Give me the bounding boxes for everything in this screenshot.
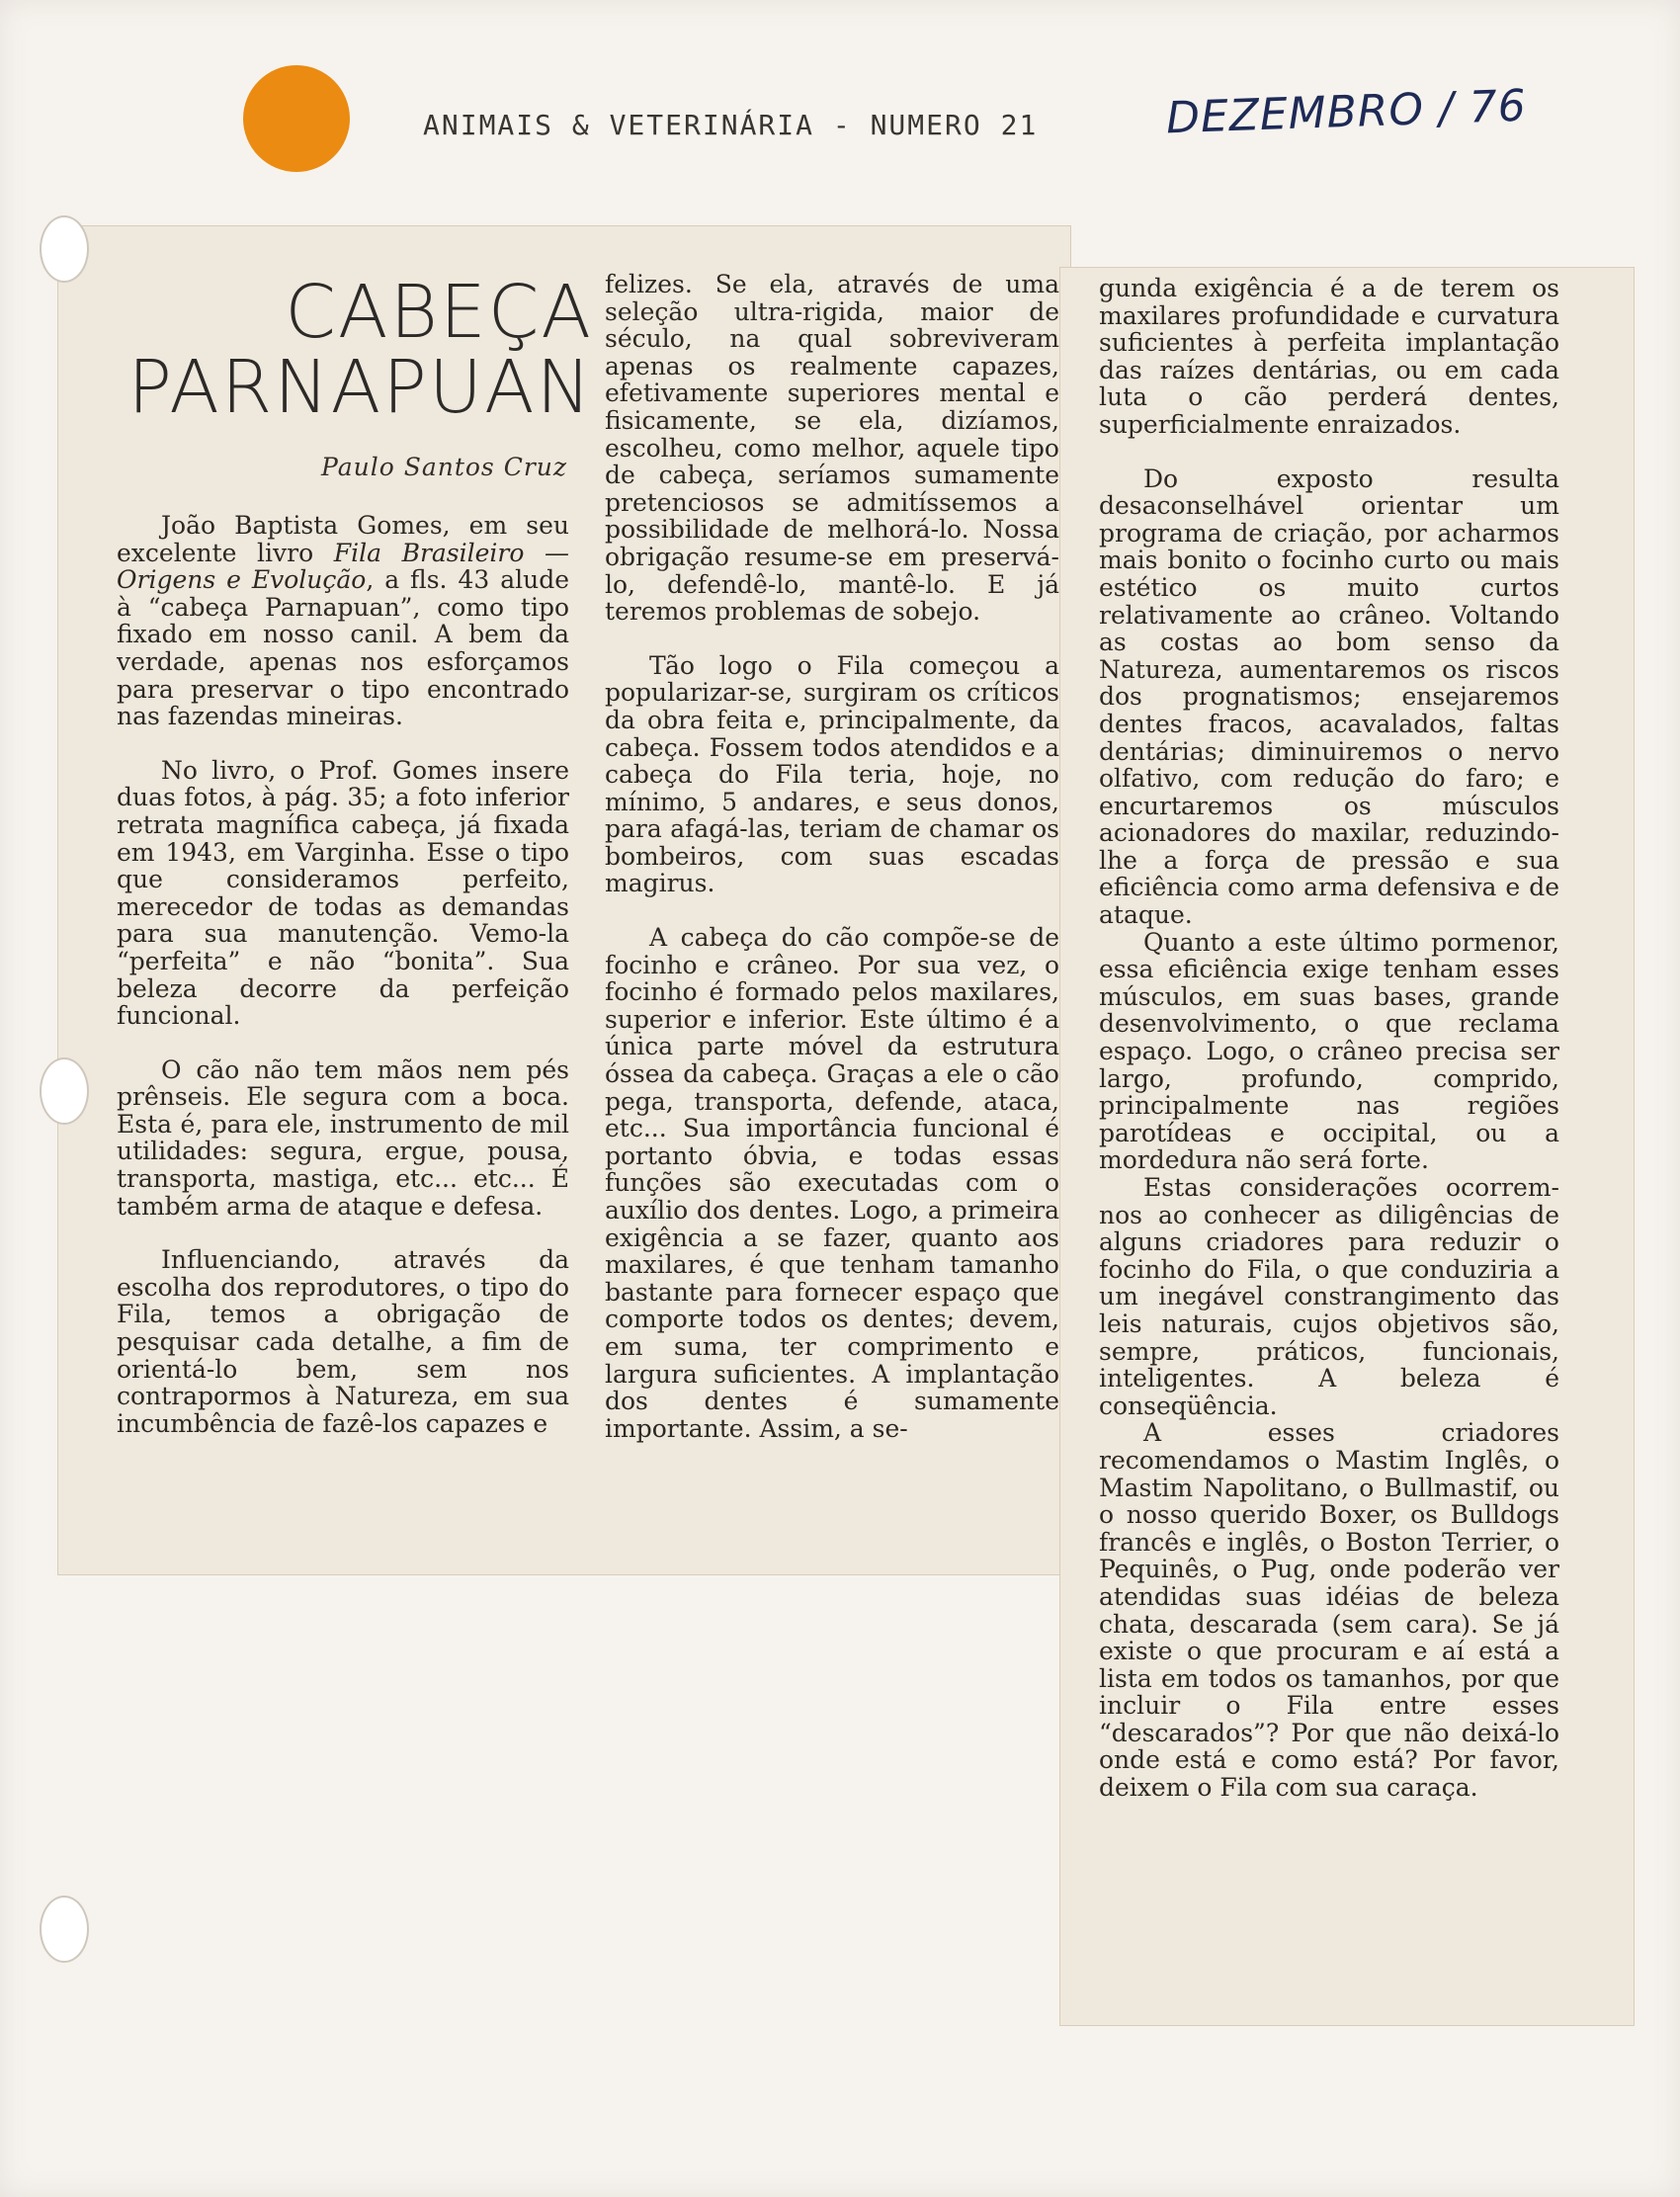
paragraph: A esses criadores recomendamos o Mastim Inglês, o Mastim Napolitano, o Bullmastif, ou o nosso querido Boxer, os Bulldogs francês e inglês, o Boston Terrier, o Pequinês, o Pug, onde poderão ver atendidas suas idéias de beleza chata, descarada (sem cara). Se já existe o que procuram e aí está a lista em todos os tamanhos, por que incluir o Fila entre esses “descarados”? Por que não deixá-lo onde está e como está? Por favor, deixem o Fila com sua caraça. xyxy=(1099,1418,1559,1803)
paragraph: João Baptista Gomes, em seu excelente livro Fila Brasileiro — Origens e Evolução, a fls. 43 alude à “cabeça Parnapuan”, como tipo fixado em nosso canil. A bem da verdade, apenas nos esforçamos para preservar o tipo encontrado nas fazendas mineiras. xyxy=(117,511,569,731)
article-column-1 xyxy=(117,512,569,1437)
title-line-2: PARNAPUAN xyxy=(127,345,593,430)
paragraph: felizes. Se ela, através de uma seleção ultra-rigida, maior de século, na qual sobreviveram apenas os realmente capazes, efetivamente superiores mental e fisicamente, se ela, dizíamos, escolheu, como melhor, aquele tipo de cabeça, seríamos sumamente pretenciosos se admitíssemos a possibilidade de melhorá-lo. Nossa obrigação resume-se em preservá-lo, defendê-lo, mantê-lo. E já teremos problemas de sobejo. xyxy=(605,270,1059,627)
orange-sticker-dot xyxy=(243,65,350,172)
paragraph: Estas considerações ocorrem-nos ao conhecer as diligências de alguns criadores para reduzir o focinho do Fila, o que conduziria a um inegável constrangimento das leis naturais, cujos objetivos são, sempre, práticos, funcionais, inteligentes. A beleza é conseqüência. xyxy=(1099,1173,1559,1420)
binder-hole-icon xyxy=(40,1896,89,1963)
masthead: ANIMAIS & VETERINÁRIA - NUMERO 21 xyxy=(423,109,1039,141)
binder-hole-icon xyxy=(40,215,89,283)
paragraph: gunda exigência é a de terem os maxilares profundidade e curvatura suficientes à perfeita implantação das raízes dentárias, ou em cada luta o cão perderá dentes, superficialmente enraizados. xyxy=(1099,274,1559,439)
paragraph: Tão logo o Fila começou a popularizar-se, surgiram os críticos da obra feita e, principalmente, da cabeça. Fossem todos atendidos e a cabeça do Fila teria, hoje, no mínimo, 5 andares, e seus donos, para afagá-las, teriam de chamar os bombeiros, com suas escadas magirus. xyxy=(605,650,1059,898)
article-title xyxy=(109,270,593,430)
paragraph: No livro, o Prof. Gomes insere duas fotos, à pág. 35; a foto inferior retrata magnífica cabeça, já fixada em 1943, em Varginha. Esse o tipo que consideramos perfeito, merecedor de todas as demandas para sua manutenção. Vemo-la “perfeita” e não “bonita”. Sua beleza decorre da perfeição funcional. xyxy=(117,755,569,1031)
paragraph: A cabeça do cão compõe-se de focinho e crâneo. Por sua vez, o focinho é formado pelos maxilares, superior e inferior. Este último é a única parte móvel da estrutura óssea da cabeça. Graças a ele o cão pega, transporta, defende, ataca, etc... Sua importância funcional é portanto óbvia, e todas essas funções são executadas com o auxílio dos dentes. Logo, a primeira exigência a se fazer, quanto aos maxilares, é que tenham tamanho bastante para fornecer espaço que comporte todos os dentes; devem, em suma, ter comprimento e largura suficientes. A implantação dos dentes é sumamente importante. Assim, a se- xyxy=(605,923,1059,1443)
handwritten-date: DEZEMBRO / 76 xyxy=(1165,80,1528,144)
article-column-2 xyxy=(605,271,1059,1442)
paragraph: Quanto a este último pormenor, essa eficiência exige tenham esses músculos, em suas bases, grande desenvolvimento, o que reclama espaço. Logo, o crâneo precisa ser largo, profundo, comprido, principalmente nas regiões parotídeas e occipital, ou a mordedura não será forte. xyxy=(1099,927,1559,1175)
article-author: Paulo Santos Cruz xyxy=(321,453,568,481)
paragraph: Do exposto resulta desaconselhável orientar um programa de criação, por acharmos mais bonito o focinho curto ou mais estético os muito curtos relativamente ao crâneo. Voltando as costas ao bom senso da Natureza, aumentaremos os riscos dos prognatismos; ensejaremos dentes fracos, acavalados, faltas dentárias; diminuiremos o nervo olfativo, com redução do faro; e encurtaremos os músculos acionadores do maxilar, reduzindo-lhe a força de pressão e sua eficiência como arma defensiva e de ataque. xyxy=(1099,464,1559,930)
article-column-3 xyxy=(1099,275,1559,1802)
binder-hole-icon xyxy=(40,1057,89,1125)
title-line-1: CABEÇA xyxy=(285,270,593,355)
paragraph: Influenciando, através da escolha dos reprodutores, o tipo do Fila, temos a obrigação de pesquisar cada detalhe, a fim de orientá-lo bem, sem nos contrapormos à Natureza, em sua incumbência de fazê-los capazes e xyxy=(117,1245,569,1438)
paragraph: O cão não tem mãos nem pés prênseis. Ele segura com a boca. Esta é, para ele, instrumento de mil utilidades: segura, ergue, pousa, transporta, mastiga, etc... etc... É também arma de ataque e defesa. xyxy=(117,1055,569,1221)
